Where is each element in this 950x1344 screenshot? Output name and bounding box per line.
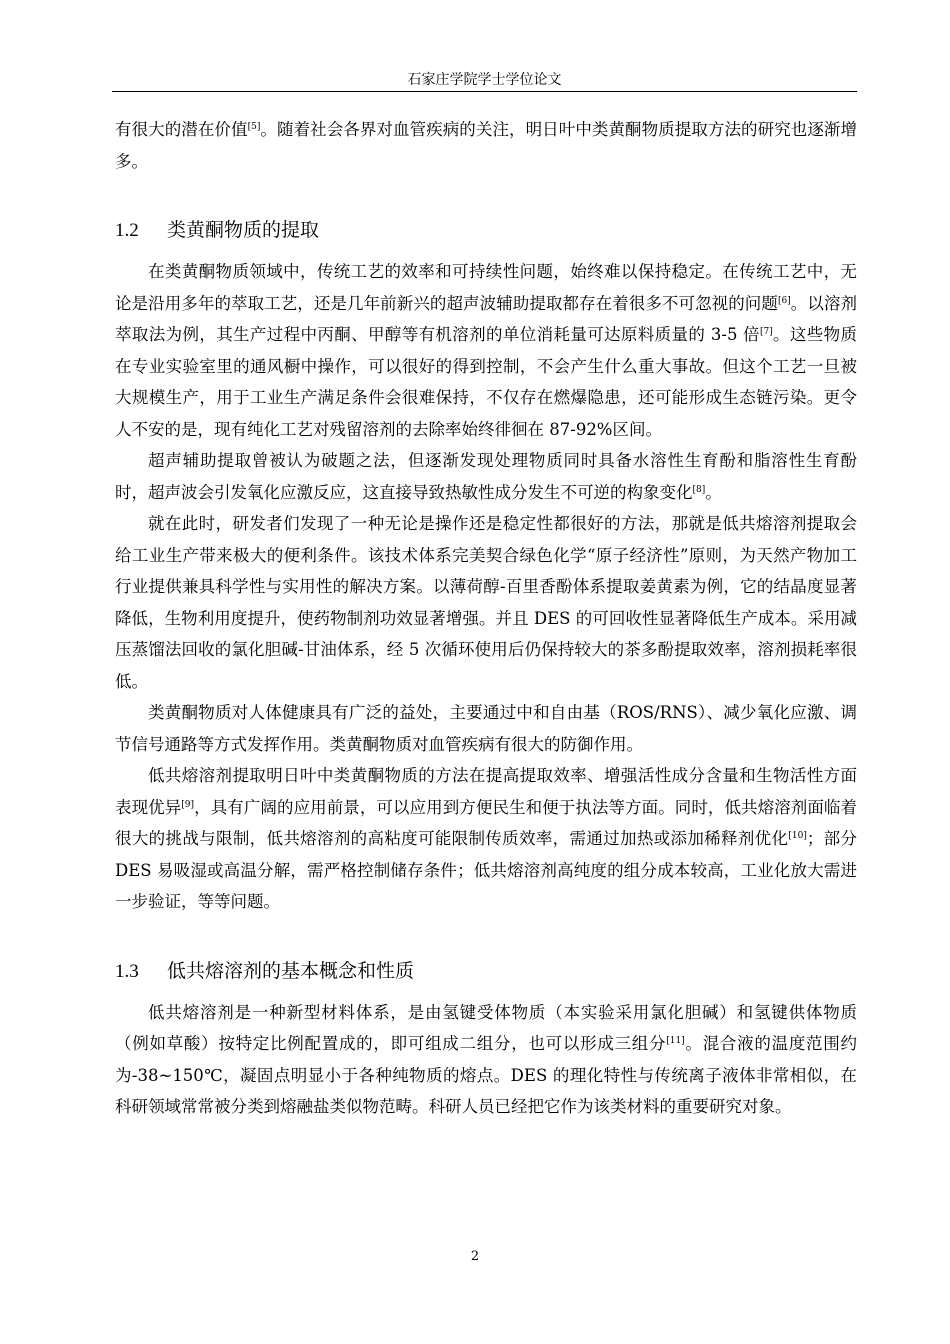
text-run: 类黄酮物质对人体健康具有广泛的益处，主要通过中和自由基（ROS/RNS）、减少氧化应激、调节信号通路等方式发挥作用。类黄酮物质对血管疾病有很大的防御作用。 [115,703,857,754]
text-run: 。以溶剂萃取法为例，其生产过程中丙酮、甲醇等有机溶剂的单位消耗量可达原料质量的 3-5 倍 [115,293,858,344]
citation-ref: [5] [247,122,261,132]
paragraph-flavonoid-benefits [115,697,857,760]
paragraph-traditional-processes [115,256,857,445]
citation-ref: [7] [759,327,773,337]
paragraph-ultrasonic-extraction [115,445,857,508]
header-title: 石家庄学院学士学位论文 [407,72,562,88]
text-run: 超声辅助提取曾被认为破题之法，但逐渐发现处理物质同时具备水溶性生育酚和脂溶性生育酚时，超声波会引发氧化应激反应，这直接导致热敏性成分发生不可逆的构象变化 [115,451,857,502]
text-run: ，具有广阔的应用前景，可以应用到方便民生和便于执法等方面。同时，低共熔溶剂面临着很大的挑战与限制，低共熔溶剂的高粘度可能限制传质效率，需通过加热或添加稀释剂优化 [115,797,858,848]
paragraph-des-definition [115,997,857,1123]
section-title: 类黄酮物质的提取 [167,219,320,241]
paragraph-des-extraction [115,508,857,697]
document-body [115,114,857,1123]
header-divider [112,91,857,92]
text-run: ；部分 DES 易吸湿或高温分解，需严格控制储存条件；低共熔溶剂高纯度的组分成本较高，工业化放大需进一步验证，等等问题。 [115,829,858,911]
text-run: 在类黄酮物质领域中，传统工艺的效率和可持续性问题，始终难以保持稳定。在传统工艺中，无论是沿用多年的萃取工艺，还是几年前新兴的超声波辅助提取都存在着很多不可忽视的问题 [115,262,857,313]
text-run: 。这些物质在专业实验室里的通风橱中操作，可以很好的得到控制，不会产生什么重大事故。但这个工艺一旦被大规模生产，用于工业生产满足条件会很难保持，不仅存在燃爆隐患，还可能形成生态链污染。更令人不安的是，现有纯化工艺对残留溶剂的去除率始终徘徊在 87-92%区间。 [115,325,858,439]
citation-ref: [8] [692,484,706,495]
page-number: 2 [470,1249,480,1264]
paragraph-des-prospects [115,760,857,918]
section-heading-1-2 [115,218,857,243]
text-run: 。 [705,482,722,502]
citation-ref: [10] [788,831,807,841]
section-title: 低共熔溶剂的基本概念和性质 [167,959,415,982]
text-run: 。随着社会各界对血管疾病的关注，明日叶中类黄酮物质提取方法的研究也逐渐增多。 [115,120,858,171]
text-run: 低共熔溶剂提取明日叶中类黄酮物质的方法在提高提取效率、增强活性成分含量和生物活性方面表现优异 [115,766,857,817]
section-number: 1.3 [115,960,139,982]
citation-ref: [6] [777,295,791,306]
text-run: 就在此时，研发者们发现了一种无论是操作还是稳定性都很好的方法，那就是低共熔溶剂提取会给工业生产带来极大的便利条件。该技术体系完美契合绿色化学“原子经济性”原则，为天然产物加工行业提供兼具科学性与实用性的解决方案。以薄荷醇-百里香酚体系提取姜黄素为例，它的结晶度显著降低，生物利用度提升，使药物制剂功效显著增强。并且 DES 的可回收性显著降低生产成本。采用减压蒸馏法回收的氯化胆碱-甘油体系，经 5 次循环使用后仍保持较大的茶多酚提取效率，溶剂损耗率很低。 [115,514,857,691]
text-run: 有很大的潜在价值 [115,120,248,139]
intro-paragraph [115,114,857,177]
citation-ref: [9] [181,799,195,810]
section-number: 1.2 [115,220,139,241]
text-run: 。混合液的温度范围约为-38~150℃，凝固点明显小于各种纯物质的熔点。DES 的理化特性与传统离子液体非常相似，在科研领域常常被分类到熔融盐类似物范畴。科研人员已经把它作为该类材料的重要研究对象。 [115,1034,857,1116]
text-run: 低共熔溶剂是一种新型材料体系，是由氢键受体物质（本实验采用氯化胆碱）和氢键供体物质（例如草酸）按特定比例配置成的，即可组成二组分，也可以形成三组分 [115,1002,857,1053]
page-header [112,70,857,90]
section-heading-1-3 [115,959,857,984]
citation-ref: [11] [666,1036,685,1046]
